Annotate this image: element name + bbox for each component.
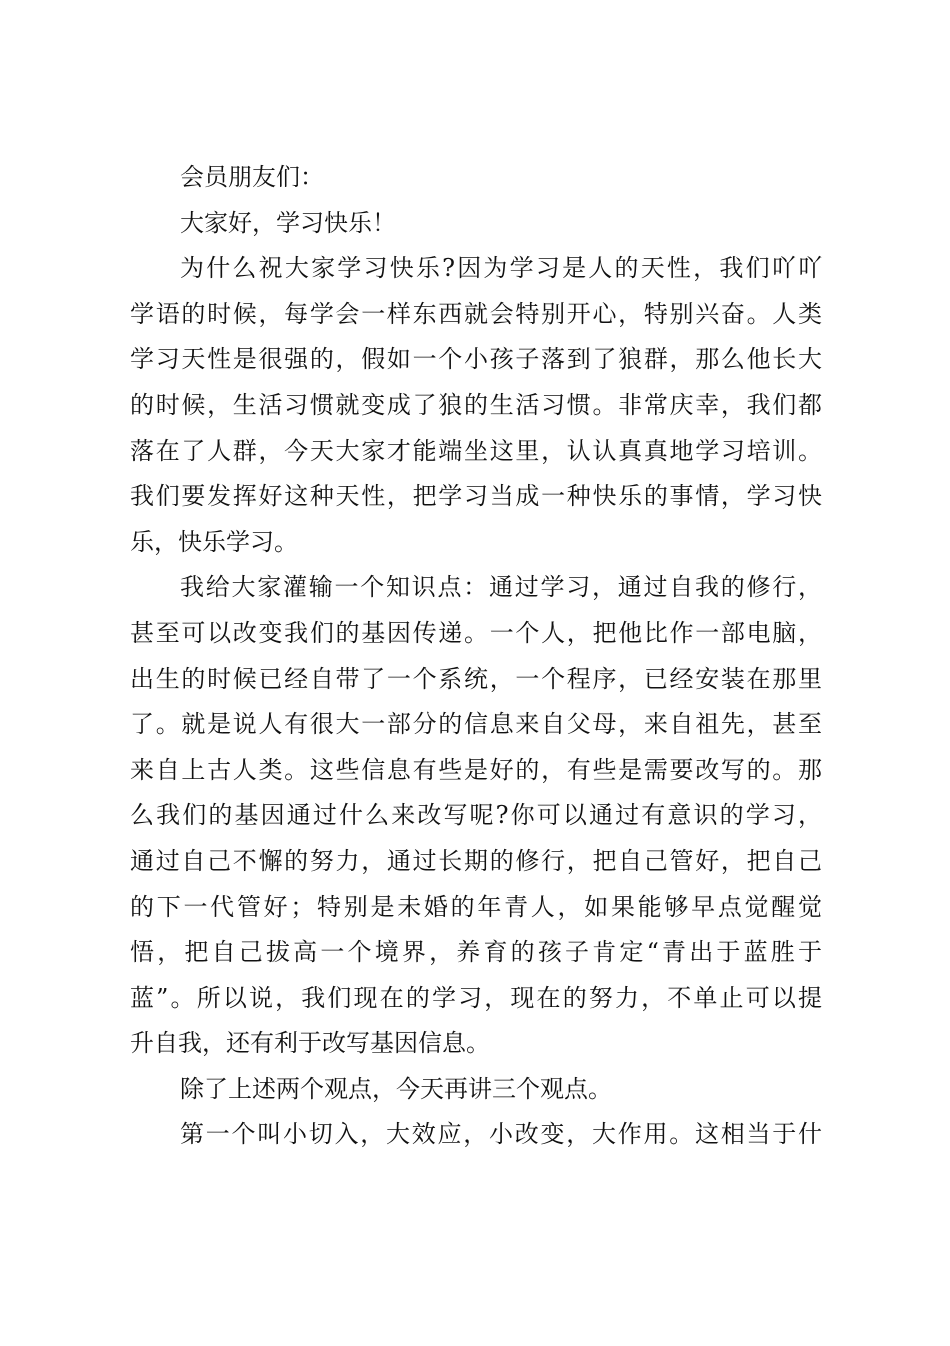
text-line: 来自上古人类。这些信息有些是好的，有些是需要改写的。那 [130, 755, 822, 784]
text-line: 出生的时候已经自带了一个系统，一个程序，已经安装在那里 [130, 664, 822, 693]
text-line: 学语的时候，每学会一样东西就会特别开心，特别兴奋。人类 [130, 299, 822, 328]
text-line: 乐，快乐学习。 [130, 527, 298, 556]
text-line: 通过自己不懈的努力，通过长期的修行，把自己管好，把自己 [130, 846, 822, 875]
text-line: 除了上述两个观点，今天再讲三个观点。 [180, 1074, 612, 1103]
text-line: 了。就是说人有很大一部分的信息来自父母，来自祖先，甚至 [130, 710, 822, 739]
document-page [130, 155, 822, 1158]
text-line: 我给大家灌输一个知识点：通过学习，通过自我的修行， [180, 573, 822, 602]
text-line: 甚至可以改变我们的基因传递。一个人，把他比作一部电脑， [130, 618, 822, 647]
text-line: 第一个叫小切入，大效应，小改变，大作用。这相当于什 [180, 1120, 822, 1149]
text-line: 会员朋友们： [180, 163, 324, 191]
text-line: 蓝”。所以说，我们现在的学习，现在的努力，不单止可以提 [130, 983, 822, 1012]
text-line: 大家好，学习快乐！ [180, 208, 396, 237]
text-line: 学习天性是很强的，假如一个小孩子落到了狼群，那么他长大 [130, 345, 822, 374]
text-line: 升自我，还有利于改写基因信息。 [130, 1029, 490, 1058]
text-line: 为什么祝大家学习快乐?因为学习是人的天性，我们吖吖 [180, 254, 822, 283]
text-line: 悟，把自己拔高一个境界，养育的孩子肯定“青出于蓝胜于 [130, 938, 822, 967]
text-line: 么我们的基因通过什么来改写呢?你可以通过有意识的学习， [130, 801, 822, 830]
text-line: 的时候，生活习惯就变成了狼的生活习惯。非常庆幸，我们都 [130, 390, 822, 419]
text-line: 的下一代管好；特别是未婚的年青人，如果能够早点觉醒觉 [130, 892, 822, 921]
text-line: 落在了人群，今天大家才能端坐这里，认认真真地学习培训。 [130, 436, 822, 465]
text-line: 我们要发挥好这种天性，把学习当成一种快乐的事情，学习快 [130, 482, 822, 511]
